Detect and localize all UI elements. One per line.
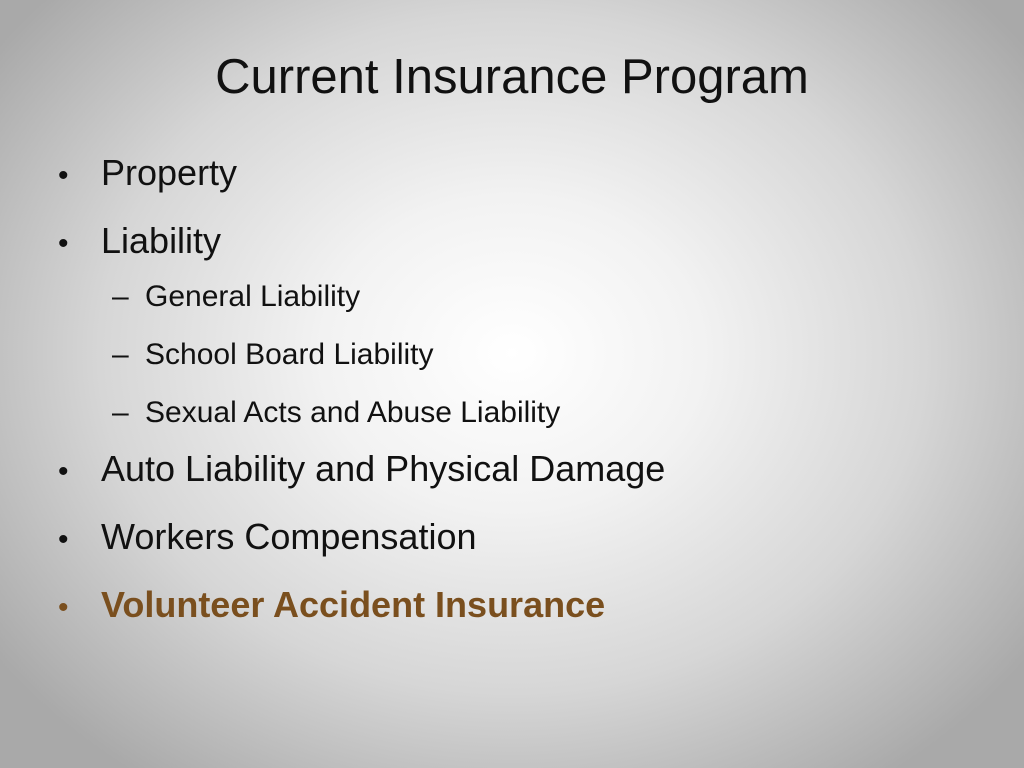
dash-marker: –: [112, 396, 129, 429]
dash-marker: –: [112, 338, 129, 371]
sub-bullet-text: Sexual Acts and Abuse Liability: [145, 396, 561, 429]
bullet-marker: •: [58, 227, 69, 260]
bullet-item-auto-liability: [58, 446, 958, 494]
bullet-text: Liability: [101, 220, 222, 261]
sub-bullet-school-board-liability: [112, 336, 958, 374]
sub-bullet-sexual-acts-abuse-liability: [112, 394, 958, 432]
bullet-item-liability: [58, 218, 958, 266]
bullet-marker: •: [58, 159, 69, 192]
bullet-marker: •: [58, 591, 69, 624]
slide-title: Current Insurance Program: [215, 50, 809, 104]
sub-bullet-text: General Liability: [145, 280, 361, 313]
bullet-marker: •: [58, 455, 69, 488]
sub-bullet-text: School Board Liability: [145, 338, 434, 371]
bullet-marker: •: [58, 523, 69, 556]
dash-marker: –: [112, 280, 129, 313]
bullet-item-property: [58, 150, 958, 198]
bullet-text: Auto Liability and Physical Damage: [101, 448, 666, 489]
bullet-item-workers-compensation: [58, 514, 958, 562]
bullet-text: Workers Compensation: [101, 516, 477, 557]
bullet-item-volunteer-accident-insurance: [58, 582, 958, 630]
bullet-text: Volunteer Accident Insurance: [101, 584, 606, 625]
bullet-text: Property: [101, 152, 238, 193]
sub-bullet-general-liability: [112, 278, 958, 316]
bullet-list: [58, 150, 958, 650]
